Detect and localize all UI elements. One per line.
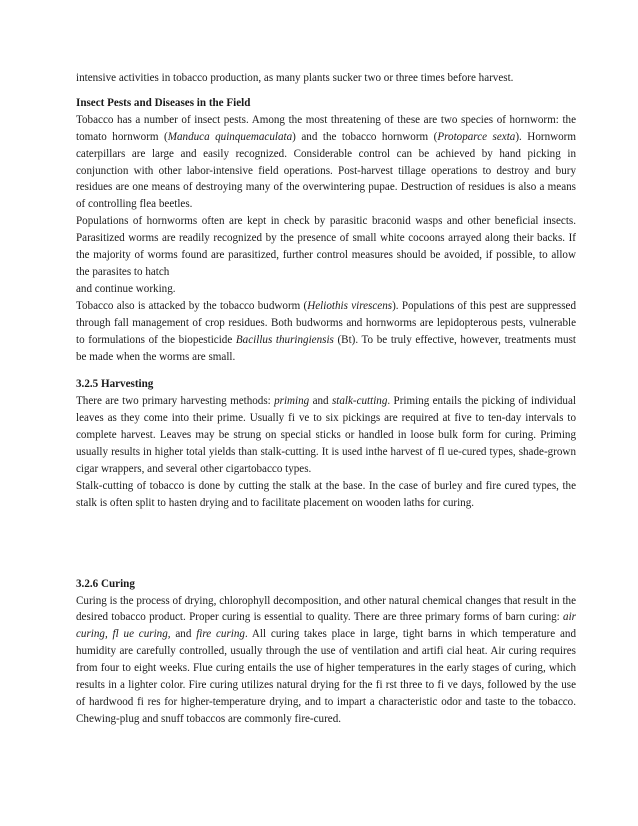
scientific-name: Heliothis virescens [307, 299, 393, 312]
pests-paragraph-3 [76, 298, 576, 366]
curing-paragraph-1 [76, 593, 576, 728]
method-name: stalk-cutting [331, 395, 388, 408]
text-run: . All curing takes place in large, tight barns in which temperature and humidity are carefully controlled, usually through the use of ventilation and artifi cial heat. Air curing requires from four to eight weeks. Flue curing entails the use of higher temperatures in the early stages of curing, which results in a lighter color. Fire curing utilizes natural drying for the fi rst three to fi ve days, followed by the use of hardwood fi res for higher-temperature drying, and to impart a characteristic odor and taste to the tobacco. Chewing-plug and snuff tobaccos are commonly fire-cured. [76, 628, 576, 725]
text-run: ). Populations of this pest are suppressed through fall management of crop residues. Both budworms and hornworms are lepidopterous pests, vulnerable to formulations of the biopesticide [76, 299, 576, 346]
text-run: ). Hornworm caterpillars are large and easily recognized. Considerable control can be achieved by hand picking in conjunction with other labor-intensive field operations. Post-harvest tillage operations to destroy and bury residues are one means of destroying many of the overwintering pupae. Destruction of residues is also a means of controlling flea beetles. [76, 130, 576, 211]
text-run: There are two primary harvesting methods: [76, 395, 275, 408]
text-run: and [170, 628, 197, 641]
continuation-paragraph: intensive activities in tobacco production, as many plants sucker two or three times before harvest. [76, 72, 514, 84]
spacer [76, 365, 576, 376]
text-run: . Priming entails the picking of individual leaves as they come into their prime. Usually fi ve to six pickings are required at five to ten-day intervals to complete harvest. Leaves may be strung on special sticks or handled in loose bulk form for curing. Priming usually results in higher total yields than stalk-cutting. It is used inthe harvest of fl ue-cured types, shade-grown cigar wrappers, and several other cigartobacco types. [76, 395, 576, 475]
pests-heading: Insect Pests and Diseases in the Field [76, 96, 251, 109]
spacer [76, 512, 576, 576]
text-run: and [309, 395, 332, 408]
text-run: Tobacco has a number of insect pests. Among the most threatening of these are two species of hornworm: the tomato hornworm ( [76, 113, 576, 143]
pests-paragraph-2-end: and continue working. [76, 282, 176, 295]
harvesting-paragraph-2: Stalk-cutting of tobacco is done by cutting the stalk at the base. In the case of burley and fire cured types, the stalk is often split to hasten drying and to facilitate placement on wooden laths for curing. [76, 479, 576, 509]
method-name: priming [274, 395, 310, 408]
scientific-name: Protoparce sexta [437, 130, 516, 143]
pests-paragraph-2: Populations of hornworms often are kept in check by parasitic braconid wasps and other beneficial insects. Parasitized worms are readily recognized by the presence of small white cocoons arrayed along their backs. If the majority of worms found are parasitized, further control measures should be avoided, if possible, to allow the parasites to hatch [76, 215, 576, 278]
harvesting-heading: 3.2.5 Harvesting [76, 378, 154, 391]
harvesting-paragraph-1 [76, 393, 576, 478]
text-run: (Bt). To be truly effective, however, treatments must be made when the worms are small. [76, 333, 577, 363]
scientific-name: Bacillus thuringiensis [235, 333, 334, 346]
spacer [76, 87, 576, 95]
text-run: ) and the tobacco hornworm ( [292, 130, 438, 143]
document-page [76, 70, 576, 728]
scientific-name: Manduca quinquemaculata [167, 130, 293, 143]
curing-heading: 3.2.6 Curing [76, 577, 135, 590]
pests-paragraph-1 [76, 112, 576, 213]
text-run: Curing is the process of drying, chlorophyll decomposition, and other natural chemical changes that result in the desired tobacco product. Proper curing is essential to quality. There are three primary forms of barn curing: [76, 594, 576, 624]
text-run: Tobacco also is attacked by the tobacco budworm ( [76, 299, 308, 312]
method-name: air curing, fl ue curing, [76, 611, 576, 641]
method-name: fire curing [196, 628, 245, 641]
